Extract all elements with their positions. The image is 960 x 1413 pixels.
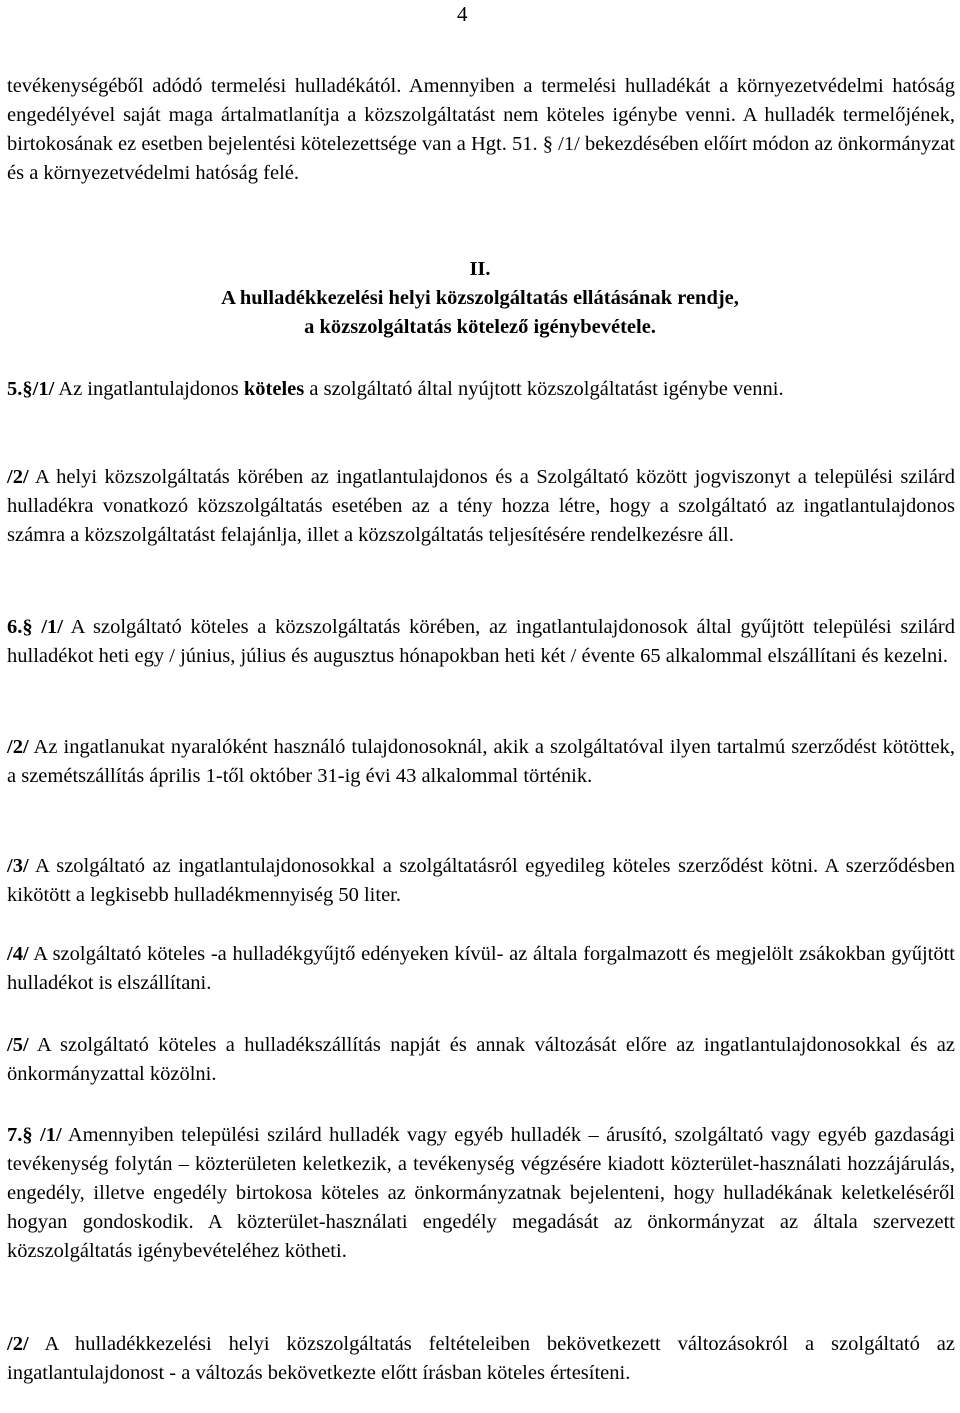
paragraph-marker: /2/	[7, 736, 29, 758]
paragraph-text: Az ingatlanukat nyaralóként használó tulajdonosoknál, akik a szolgáltatóval ilyen tartalmú szerződést kötöttek, a szemétszállítás április 1-től október 31-ig évi 43 alkalommal történik.	[7, 736, 955, 787]
paragraph-marker: /3/	[7, 855, 29, 877]
paragraph-text: A szolgáltató köteles a hulladékszállítás napját és annak változását előre az ingatlantulajdonosokkal és az önkormányzattal közölni.	[7, 1034, 955, 1085]
paragraph-7-2	[7, 1330, 955, 1388]
section-title-line2: a közszolgáltatás kötelező igénybevétele.	[304, 316, 656, 338]
paragraph-5-2	[7, 463, 955, 550]
intro-text: tevékenységéből adódó termelési hulladékától. Amennyiben a termelési hulladékát a környezetvédelmi hatóság engedélyével saját maga ártalmatlanítja a közszolgáltatást nem köteles igénybe venni. A hulladék termelőjének, birtokosának ez esetben bejelentési kötelezettsége van a Hgt. 51. § /1/ bekezdésében előírt módon az önkormányzat és a környezetvédelmi hatóság felé.	[7, 75, 955, 184]
paragraph-marker: 6.§ /1/	[7, 616, 63, 638]
paragraph-marker: /2/	[7, 466, 29, 488]
section-title-line1: A hulladékkezelési helyi közszolgáltatás ellátásának rendje,	[221, 287, 739, 309]
paragraph-6-4	[7, 940, 955, 998]
paragraph-text: A szolgáltató köteles -a hulladékgyűjtő edényeken kívül- az általa forgalmazott és megjelölt zsákokban gyűjtött hulladékot is elszállítani.	[7, 943, 955, 994]
paragraph-6-3	[7, 852, 955, 910]
paragraph-7-1	[7, 1121, 955, 1266]
paragraph-6-5	[7, 1031, 955, 1089]
section-number: II.	[469, 258, 491, 280]
paragraph-marker: 7.§ /1/	[7, 1124, 62, 1146]
paragraph-text: A szolgáltató az ingatlantulajdonosokkal a szolgáltatásról egyedileg köteles szerződést kötni. A szerződésben kikötött a legkisebb hulladékmennyiség 50 liter.	[7, 855, 955, 906]
paragraph-text: A hulladékkezelési helyi közszolgáltatás feltételeiben bekövetkezett változásokról a szolgáltató az ingatlantulajdonost - a változás bekövetkezte előtt írásban köteles értesíteni.	[7, 1333, 955, 1384]
paragraph-marker: /5/	[7, 1034, 29, 1056]
paragraph-text: a szolgáltató által nyújtott közszolgáltatást igénybe venni.	[304, 378, 784, 400]
paragraph-marker: 5.§/1/	[7, 378, 55, 400]
paragraph-text: A szolgáltató köteles a közszolgáltatás körében, az ingatlantulajdonosok által gyűjtött települési szilárd hulladékot heti egy / június, július és augusztus hónapokban heti két / évente 65 alkalommal elszállítani és kezelni.	[7, 616, 955, 667]
paragraph-6-2	[7, 733, 955, 791]
intro-paragraph	[7, 72, 955, 188]
emphasis-text: köteles	[243, 378, 305, 400]
paragraph-marker: /4/	[7, 943, 29, 965]
section-heading	[0, 255, 960, 342]
page-number: 4	[457, 2, 468, 26]
paragraph-text: Amennyiben települési szilárd hulladék vagy egyéb hulladék – árusító, szolgáltató vagy egyéb gazdasági tevékenység folytán – közterületen keletkezik, a tevékenység végzésére kiadott közterület-használati hozzájárulás, engedély, illetve engedély birtokosa köteles az önkormányzatnak bejelenteni, hogy hulladékának keletkeléséről hogyan gondoskodik. A közterület-használati engedély megadását az önkormányzat az általa szervezett közszolgáltatás igénybevételéhez kötheti.	[7, 1124, 955, 1262]
paragraph-text: Az ingatlantulajdonos	[54, 378, 244, 400]
paragraph-text: A helyi közszolgáltatás körében az ingatlantulajdonos és a Szolgáltató között jogviszonyt a települési szilárd hulladékra vonatkozó közszolgáltatás esetében az a tény hozza létre, hogy a szolgáltató az ingatlantulajdonos számra a közszolgáltatást felajánlja, illet a közszolgáltatás teljesítésére rendelkezésre áll.	[7, 466, 955, 546]
paragraph-marker: /2/	[7, 1333, 29, 1355]
paragraph-5-1	[7, 375, 955, 404]
paragraph-6-1	[7, 613, 955, 671]
